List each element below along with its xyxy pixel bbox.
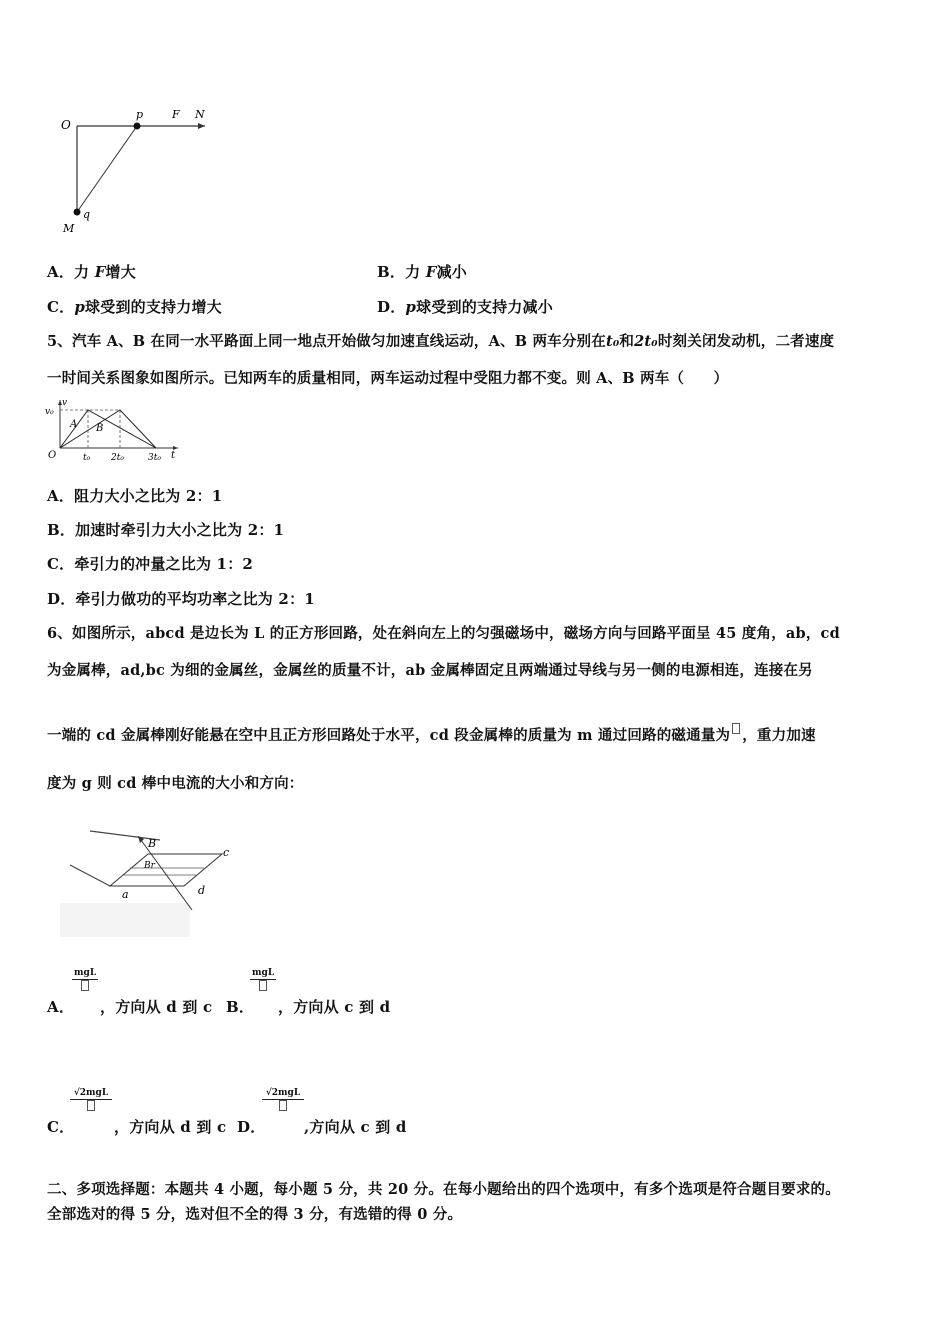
option-text: 减小: [436, 263, 467, 281]
connecting-rod: [77, 126, 137, 212]
q6-stem-line3: [47, 723, 816, 745]
flux-placeholder-icon: [87, 1100, 95, 1111]
flux-placeholder-icon: [732, 723, 740, 734]
q6-option-b-fraction: [250, 968, 276, 997]
option-text: 球受到的支持力增大: [85, 298, 222, 316]
stem-text: 一端的 cd 金属棒刚好能悬在空中且正方形回路处于水平，cd 段金属棒的质量为 m 通过回路的磁通量为: [47, 726, 731, 744]
tick-2t0: 2t₀: [111, 453, 124, 463]
q5-option-a: A．阻力大小之比为 2：1: [47, 487, 223, 505]
q6-option-b-text: ，方向从 c 到 d: [278, 998, 391, 1016]
q6-stem-line2: 为金属棒，ad,bc 为细的金属丝，金属丝的质量不计，ab 金属棒固定且两端通过导线与另一侧的电源相连，连接在另: [47, 662, 813, 679]
q5-option-b: B．加速时牵引力大小之比为 2：1: [47, 521, 285, 539]
q6-option-b-letter: B．: [226, 998, 255, 1016]
q6-option-a-letter: A．: [47, 998, 75, 1016]
origin-label: O: [48, 450, 57, 461]
fraction-numerator: mgL: [252, 968, 275, 978]
flux-placeholder-icon: [279, 1100, 287, 1111]
q4-option-a: [47, 261, 136, 282]
v-axis-label: v: [62, 398, 68, 408]
label-a: a: [122, 888, 129, 901]
fraction-denominator: [70, 1100, 112, 1117]
wire-lower: [70, 865, 110, 886]
flux-placeholder-icon: [81, 980, 89, 991]
vt-graph: [44, 396, 184, 464]
option-letter: C．: [47, 298, 75, 316]
v0-label: v₀: [45, 407, 54, 417]
label-b: B: [148, 837, 157, 850]
label-n: N: [195, 108, 205, 121]
q6-option-c-letter: C．: [47, 1118, 75, 1136]
stem-text: 时刻关闭发动机，二者速度: [657, 333, 835, 350]
option-var: F: [425, 263, 437, 281]
force-diagram-figure: [55, 100, 225, 240]
q6-option-d-fraction: [262, 1088, 304, 1117]
fraction-numerator: mgL: [74, 968, 97, 978]
option-var: F: [94, 263, 106, 281]
b-field-line: [138, 836, 192, 910]
q6-option-c-text: ，方向从 d 到 c: [114, 1118, 227, 1136]
option-letter: A．: [47, 263, 75, 281]
label-p: p: [136, 108, 144, 121]
magnetic-loop-figure: [60, 818, 250, 943]
ball-q: [74, 209, 81, 216]
tick-3t0: 3t₀: [148, 453, 161, 463]
option-letter: B．: [377, 263, 406, 281]
label-o: O: [61, 118, 71, 132]
ball-p: [134, 123, 141, 130]
t0-symbol: t₀: [605, 333, 620, 350]
option-text: 球受到的支持力减小: [416, 298, 553, 316]
option-text: 力: [74, 263, 90, 281]
fraction-numerator: √2mgL: [70, 1088, 112, 1100]
q5-option-d: D．牵引力做功的平均功率之比为 2：1: [47, 590, 315, 608]
q5-option-c: C．牵引力的冲量之比为 1：2: [47, 555, 254, 573]
stem-text: ，重力加速: [742, 726, 816, 744]
section2-instructions-line2: 全部选对的得 5 分，选对但不全的得 3 分，有选错的得 0 分。: [47, 1206, 463, 1223]
series-b-label: B: [96, 423, 104, 434]
stem-text: 和: [619, 333, 635, 350]
label-q: q: [83, 208, 91, 221]
label-c: c: [223, 846, 230, 859]
q5-stem-line2: 一时间关系图象如图所示。已知两车的质量相同，两车运动过程中受阻力都不变。则 A、B 两车（ ）: [47, 370, 729, 387]
option-text: 力: [405, 263, 421, 281]
2t0-symbol: 2t₀: [634, 333, 658, 350]
q4-option-c: [47, 296, 222, 317]
square-loop: [110, 854, 222, 886]
fraction-denominator: [250, 980, 276, 997]
label-d: d: [198, 884, 206, 897]
option-letter: D．: [377, 298, 406, 316]
fraction-numerator: √2mgL: [262, 1088, 304, 1100]
series-a-label: A: [70, 419, 78, 430]
q6-option-a-text: ，方向从 d 到 c: [100, 998, 213, 1016]
option-text: 增大: [105, 263, 136, 281]
t-axis-label: t: [171, 450, 176, 461]
fraction-denominator: [262, 1100, 304, 1117]
q6-stem-line4: 度为 g 则 cd 棒中电流的大小和方向：: [47, 775, 304, 792]
label-m: M: [63, 222, 75, 235]
fraction-denominator: [72, 980, 98, 997]
tick-t0: t₀: [83, 453, 91, 463]
label-f: F: [172, 108, 180, 121]
q6-option-a-fraction: [72, 968, 98, 997]
q5-stem-line1: [47, 330, 834, 351]
section2-instructions-line1: 二、多项选择题：本题共 4 小题，每小题 5 分，共 20 分。在每小题给出的四个选项中，有多个选项是符合题目要求的。: [47, 1181, 840, 1198]
q6-option-d-text: ,方向从 c 到 d: [304, 1118, 407, 1136]
q6-option-d-letter: D．: [237, 1118, 266, 1136]
option-var: p: [74, 298, 86, 316]
label-br: Br: [144, 861, 155, 871]
q6-option-c-fraction: [70, 1088, 112, 1117]
option-var: p: [405, 298, 417, 316]
stem-text: 5、汽车 A、B 在同一水平路面上同一地点开始做匀加速直线运动，A、B 两车分别在: [47, 333, 606, 350]
q4-option-d: [377, 296, 553, 317]
flux-placeholder-icon: [259, 980, 267, 991]
q6-stem-line1: 6、如图所示，abcd 是边长为 L 的正方形回路，处在斜向左上的匀强磁场中，磁场方向与回路平面呈 45 度角，ab，cd: [47, 625, 840, 642]
q4-option-b: [377, 261, 467, 282]
arrow-f-icon: [198, 123, 205, 129]
faded-caption-area: [60, 903, 190, 937]
